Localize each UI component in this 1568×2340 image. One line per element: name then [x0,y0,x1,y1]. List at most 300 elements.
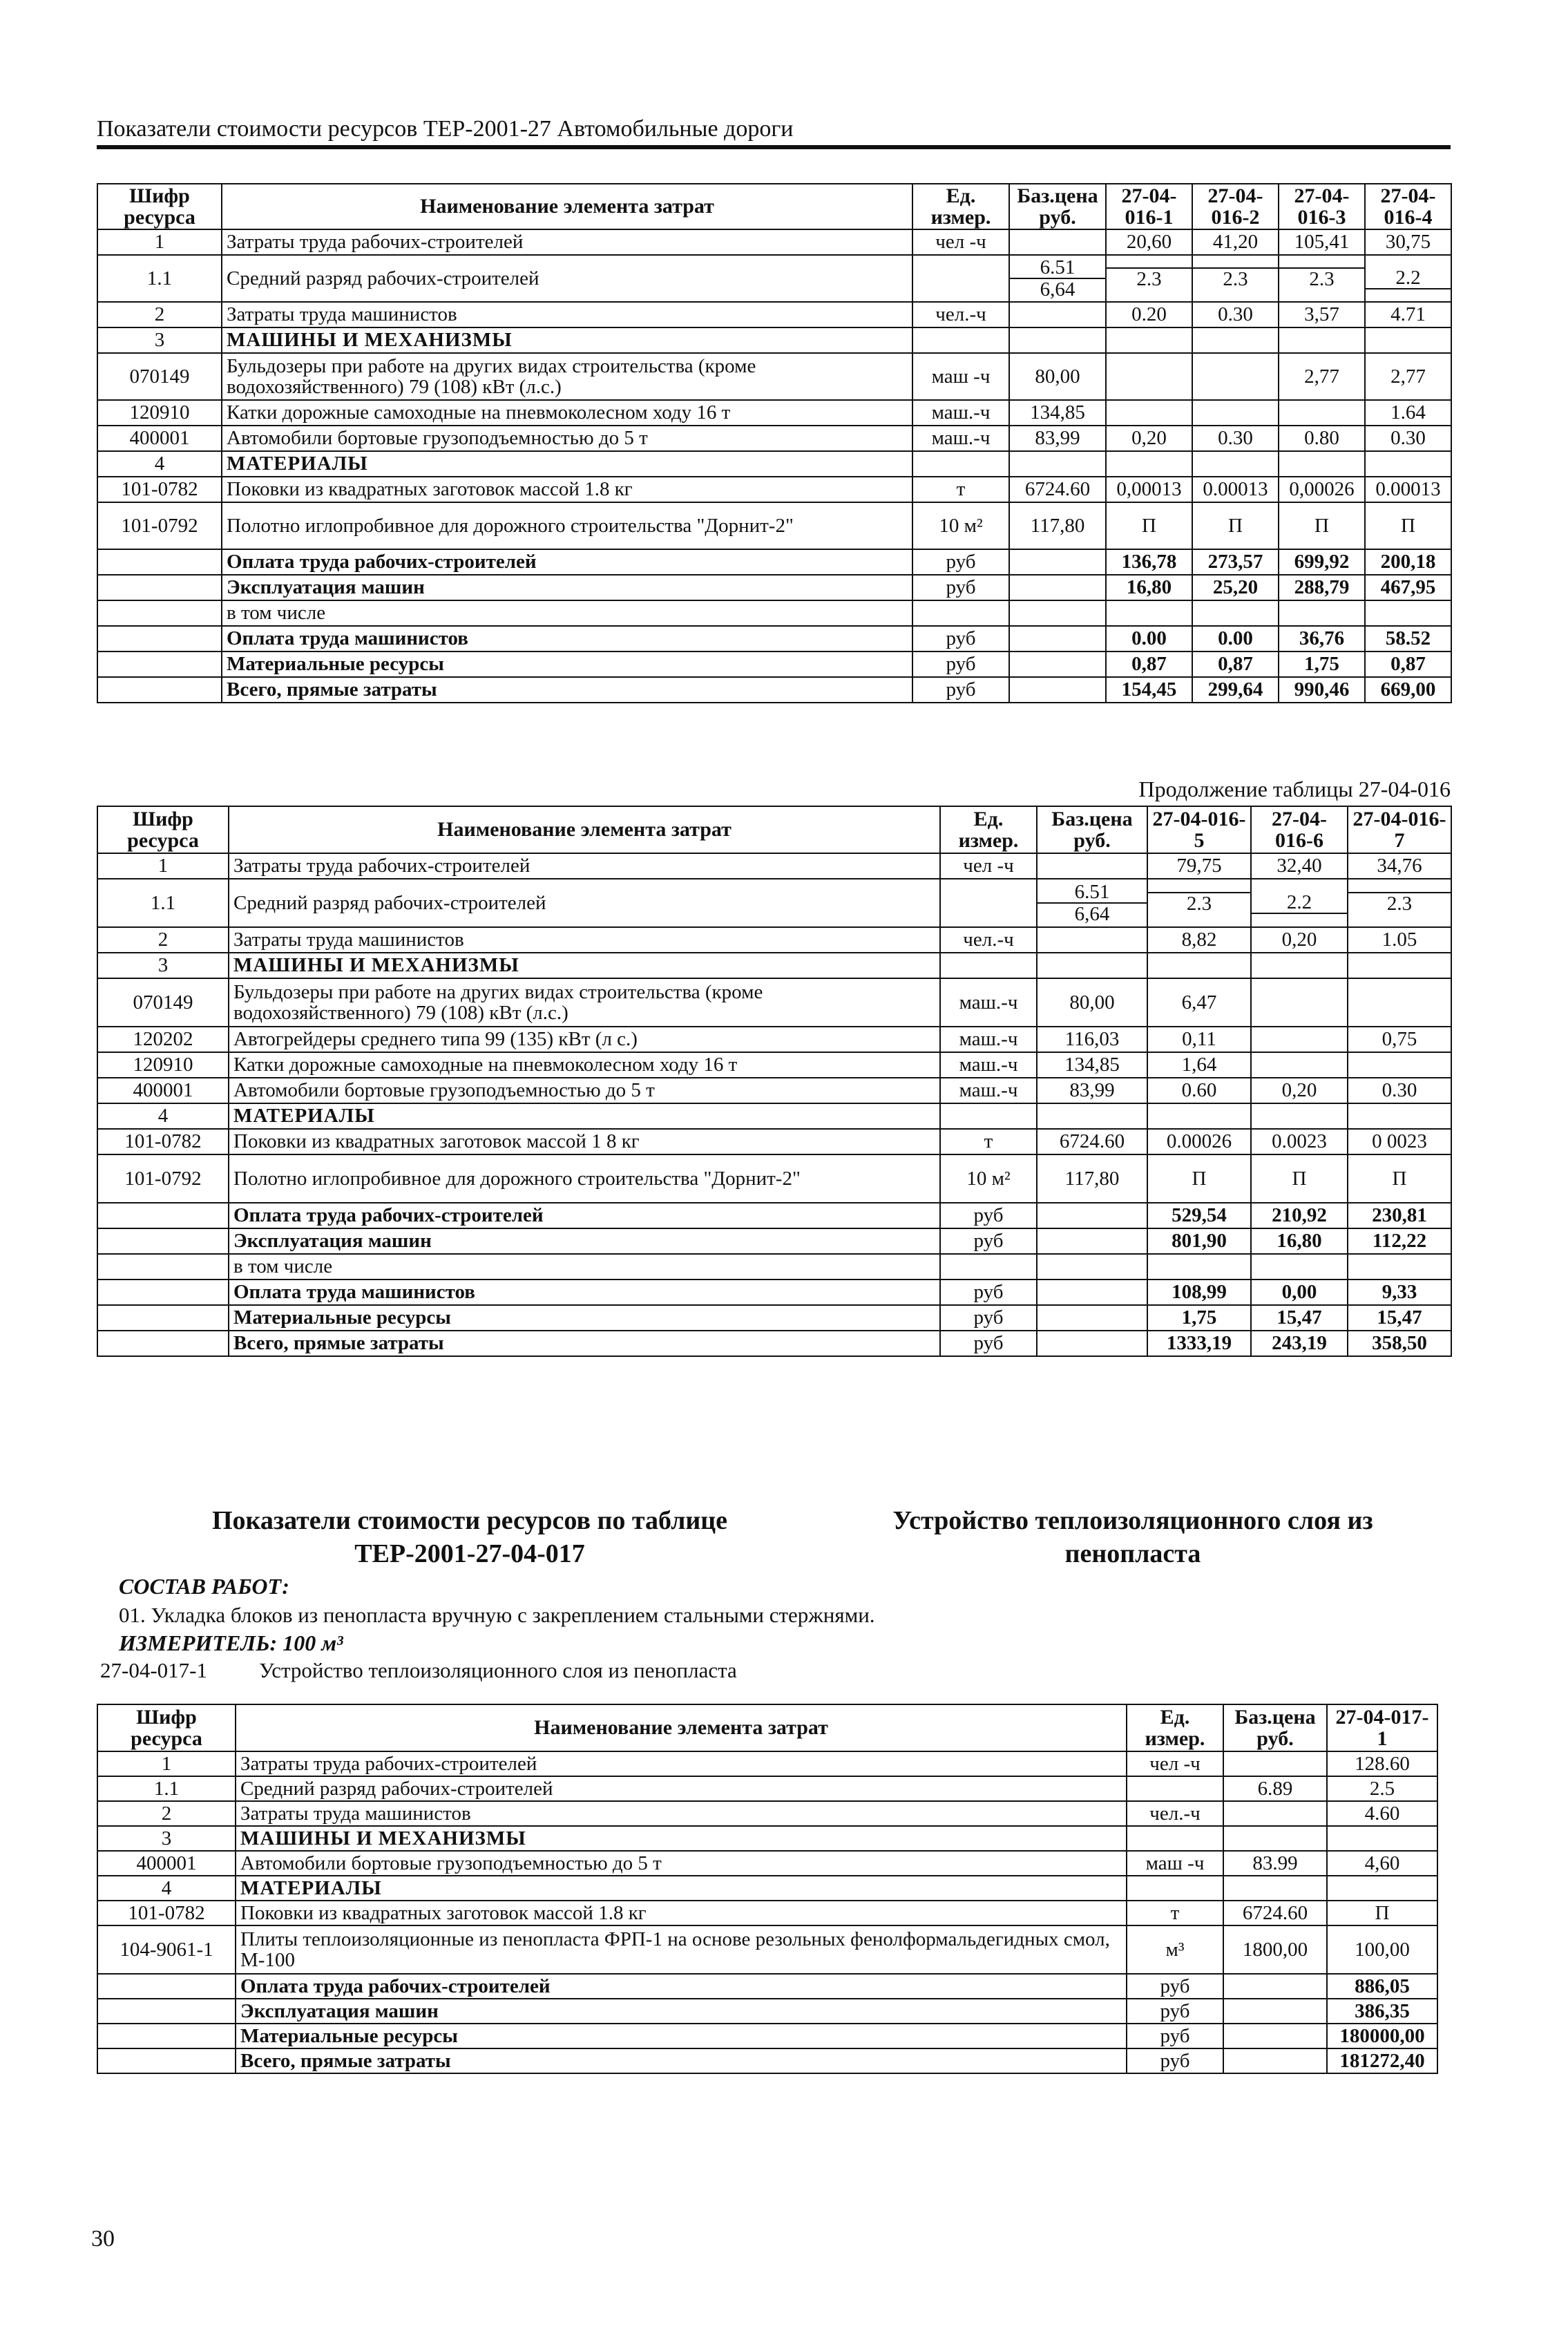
table-row [97,600,1451,626]
resource-code-cell: 400001 [97,1078,229,1103]
element-name-cell: Полотно иглопробивное для дорожного строительства "Дорнит-2" [229,1154,940,1203]
table-row [97,575,1451,600]
table-row [97,1280,1451,1305]
table-row [97,400,1451,426]
value-top: 2.2 [1252,892,1347,914]
base-price-cell [1223,1974,1327,1999]
column-header-name: Наименование элемента затрат [222,184,912,229]
element-name-cell: Автомобили бортовые грузоподъемностью до 5 т [222,426,912,451]
unit-cell: чел -ч [1127,1751,1223,1776]
value-cell: 1.05 [1348,927,1451,953]
table-row [97,2048,1437,2073]
value-cell: 1,75 [1279,651,1365,677]
column-header-norm: 27-04-016-4 [1365,184,1451,229]
element-name-cell: Затраты труда машинистов [229,927,940,953]
value-cell: П [1106,502,1192,549]
resource-code-cell [97,600,222,626]
base-price-cell: 83.99 [1223,1851,1327,1876]
table-row [97,302,1451,327]
unit-cell: руб [1127,2048,1223,2073]
resource-code-cell: 2 [97,1801,236,1826]
value-cell: П [1365,502,1451,549]
column-header-unit: Ед. измер. [1127,1704,1223,1751]
base-price-cell: 1800,00 [1223,1925,1327,1974]
resource-code-cell: 1.1 [97,879,229,927]
resource-code-cell: 101-0782 [97,1129,229,1154]
value-cell: 0.0023 [1251,1129,1348,1154]
value-cell: 230,81 [1348,1203,1451,1228]
resource-code-cell: 101-0782 [97,477,222,502]
base-price-cell: 116,03 [1037,1027,1147,1052]
base-price-cell: 117,80 [1009,502,1106,549]
empty-cell [1192,451,1279,477]
element-name-cell: Затраты труда рабочих-строителей [236,1751,1127,1776]
column-header-norm: 27-04-016-6 [1251,806,1348,853]
column-header-norm: 27-04-016-2 [1192,184,1279,229]
table-row [97,549,1451,575]
empty-cell [1251,953,1348,978]
empty-cell [912,451,1009,477]
column-header-price: Баз.цена руб. [1223,1704,1327,1751]
value-cell: 699,92 [1279,549,1365,575]
value-cell: 180000,00 [1327,2024,1437,2048]
resource-code-cell [97,1331,229,1356]
value-cell: 273,57 [1192,549,1279,575]
resource-table-016-part1 [97,183,1452,703]
resource-code-cell [97,651,222,677]
value-cell: 0.20 [1106,302,1192,327]
table-row [97,1851,1437,1876]
element-name-cell: Катки дорожные самоходные на пневмоколесном ходу 16 т [222,400,912,426]
value-cell: 3,57 [1279,302,1365,327]
table-row [97,1254,1451,1280]
column-header-norm: 27-04-016-1 [1106,184,1192,229]
element-name-cell: Поковки из квадратных заготовок массой 1.8 кг [222,477,912,502]
base-price-cell [1009,600,1106,626]
unit-cell [940,879,1037,927]
table-row [97,327,1451,353]
table-row [97,1103,1451,1129]
unit-cell: руб [940,1305,1037,1331]
empty-cell [1365,451,1451,477]
element-name-cell: Затраты труда машинистов [222,302,912,327]
section-label-cell: МАШИНЫ И МЕХАНИЗМЫ [229,953,940,978]
base-price-cell [1037,1331,1147,1356]
resource-code-cell: 1 [97,1751,236,1776]
element-name-cell: Катки дорожные самоходные на пневмоколесном ходу 16 т [229,1052,940,1078]
base-price-cell [1009,651,1106,677]
element-name-cell: Материальные ресурсы [236,2024,1127,2048]
value-cell [1192,255,1279,302]
empty-cell [912,327,1009,353]
base-price-cell [1037,1280,1147,1305]
table-row [97,1305,1451,1331]
element-name-cell: Оплата труда машинистов [229,1280,940,1305]
element-name-cell: Эксплуатация машин [229,1228,940,1254]
value-cell: 58.52 [1365,626,1451,651]
base-price-bottom: 6,64 [1074,903,1110,925]
element-name-cell: Затраты труда рабочих-строителей [229,853,940,879]
unit-cell: руб [912,626,1009,651]
element-name-cell: Всего, прямые затраты [236,2048,1127,2073]
resource-code-cell [97,1228,229,1254]
empty-cell [1037,953,1147,978]
value-cell: 0.00013 [1365,477,1451,502]
value-cell [1251,879,1348,927]
section-label-cell: МАШИНЫ И МЕХАНИЗМЫ [222,327,912,353]
empty-cell [1106,327,1192,353]
resource-code-cell [97,2024,236,2048]
unit-cell: чел -ч [912,229,1009,255]
empty-cell [1365,327,1451,353]
unit-cell: чел -ч [940,853,1037,879]
table-row [97,229,1451,255]
base-price-cell [1037,1254,1147,1280]
unit-cell: руб [912,575,1009,600]
unit-cell: маш -ч [912,353,1009,400]
table-row [97,1027,1451,1052]
value-cell: 0,00 [1251,1280,1348,1305]
resource-code-cell: 2 [97,302,222,327]
value-cell [1348,879,1451,927]
value-cell: 299,64 [1192,677,1279,703]
element-name-cell: Оплата труда рабочих-строителей [236,1974,1127,1999]
unit-cell: маш -ч [1127,1851,1223,1876]
value-cell [1106,353,1192,400]
unit-cell: чел.-ч [940,927,1037,953]
resource-code-cell [97,1254,229,1280]
value-cell: 15,47 [1251,1305,1348,1331]
unit-cell [912,600,1009,626]
empty-cell [1348,1103,1451,1129]
element-name-cell: в том числе [222,600,912,626]
element-name-cell: Всего, прямые затраты [229,1331,940,1356]
table-row [97,426,1451,451]
empty-cell [1009,451,1106,477]
value-cell: 34,76 [1348,853,1451,879]
value-cell: П [1251,1154,1348,1203]
section-label-cell: МАТЕРИАЛЫ [236,1876,1127,1901]
resource-code-cell: 120910 [97,400,222,426]
unit-cell: руб [940,1203,1037,1228]
value-cell: 79,75 [1147,853,1251,879]
value-cell [1365,255,1451,302]
element-name-cell: Средний разряд рабочих-строителей [229,879,940,927]
element-name-cell: в том числе [229,1254,940,1280]
resource-code-cell: 120910 [97,1052,229,1078]
base-price-cell [1009,575,1106,600]
base-price-top: 6.51 [1038,882,1147,904]
base-price-cell: 134,85 [1009,400,1106,426]
value-cell [1365,600,1451,626]
value-cell: 0 0023 [1348,1129,1451,1154]
resource-code-cell: 104-9061-1 [97,1925,236,1974]
base-price-cell [1009,302,1106,327]
table-row [97,1826,1437,1851]
value-cell: 136,78 [1106,549,1192,575]
value-cell: 0,75 [1348,1027,1451,1052]
value-cell: 112,22 [1348,1228,1451,1254]
item-code: 27-04-017-1 [100,1658,207,1682]
continuation-label: Продолжение таблицы 27-04-016 [1138,777,1451,801]
base-price-cell: 6.89 [1223,1776,1327,1801]
value-cell: 108,99 [1147,1280,1251,1305]
empty-cell [1223,1876,1327,1901]
table-header-row [97,184,1451,229]
resource-table-016-part2 [97,806,1452,1357]
value-cell: 990,46 [1279,677,1365,703]
element-name-cell: Поковки из квадратных заготовок массой 1.8 кг [236,1901,1127,1925]
base-price-top: 6.51 [1010,257,1105,279]
table-row [97,1331,1451,1356]
value-cell: 669,00 [1365,677,1451,703]
table-row [97,953,1451,978]
base-price-cell: 6724.60 [1009,477,1106,502]
value-cell: 0,87 [1365,651,1451,677]
value-cell [1147,879,1251,927]
resource-code-cell [97,1974,236,1999]
resource-code-cell [97,2048,236,2073]
unit-cell: руб [940,1331,1037,1356]
base-price-cell [1223,1751,1327,1776]
value-cell: 0,00026 [1279,477,1365,502]
base-price-cell [1009,626,1106,651]
value-cell: 1,75 [1147,1305,1251,1331]
empty-cell [1009,327,1106,353]
value-cell: 0,00013 [1106,477,1192,502]
column-header-price: Баз.цена руб. [1037,806,1147,853]
base-price-cell: 6724.60 [1223,1901,1327,1925]
element-name-cell: Автогрейдеры среднего типа 99 (135) кВт (л с.) [229,1027,940,1052]
resource-code-cell: 101-0792 [97,1154,229,1203]
value-cell: 386,35 [1327,1999,1437,2024]
table-row [97,1228,1451,1254]
unit-cell: т [1127,1901,1223,1925]
table-row [97,1925,1437,1974]
element-name-cell: Затраты труда машинистов [236,1801,1127,1826]
value-cell: П [1192,502,1279,549]
element-name-cell: Эксплуатация машин [222,575,912,600]
empty-cell [1327,1826,1437,1851]
value-cell: 358,50 [1348,1331,1451,1356]
table-row [97,1999,1437,2024]
value-cell: 529,54 [1147,1203,1251,1228]
value-cell: П [1279,502,1365,549]
table-row [97,1203,1451,1228]
empty-cell [1127,1876,1223,1901]
value-cell: 1,64 [1147,1052,1251,1078]
unit-cell: руб [1127,1974,1223,1999]
value-cell: 41,20 [1192,229,1279,255]
table-row [97,677,1451,703]
value-cell: 0.80 [1279,426,1365,451]
column-header-unit: Ед. измер. [912,184,1009,229]
value-cell: 9,33 [1348,1280,1451,1305]
empty-cell [1251,1103,1348,1129]
element-name-cell: Материальные ресурсы [222,651,912,677]
resource-code-cell [97,626,222,651]
value-cell [1106,255,1192,302]
value-cell: 0,20 [1251,1078,1348,1103]
element-name-cell: Полотно иглопробивное для дорожного строительства "Дорнит-2" [222,502,912,549]
value-cell: 0.30 [1192,302,1279,327]
unit-cell: руб [1127,1999,1223,2024]
resource-code-cell: 1 [97,853,229,879]
unit-cell: м³ [1127,1925,1223,1974]
value-cell: 0,87 [1106,651,1192,677]
resource-code-cell [97,1999,236,2024]
table-row [97,1129,1451,1154]
unit-cell: руб [912,549,1009,575]
table-row [97,1801,1437,1826]
empty-cell [1127,1826,1223,1851]
value-bottom: 2.3 [1309,267,1335,290]
column-header-code: Шифр ресурса [97,806,229,853]
value-cell: 15,47 [1348,1305,1451,1331]
column-header-code: Шифр ресурса [97,1704,236,1751]
value-cell: П [1147,1154,1251,1203]
base-price-cell [1037,853,1147,879]
element-name-cell: Бульдозеры при работе на других видах строительства (кроме водохозяйственного) 79 (108) кВт (л.с.) [229,978,940,1027]
table-row [97,1751,1437,1776]
resource-code-cell: 101-0792 [97,502,222,549]
empty-cell [940,1103,1037,1129]
resource-code-cell [97,1280,229,1305]
base-price-cell: 83,99 [1037,1078,1147,1103]
value-cell [1106,600,1192,626]
element-name-cell: Автомобили бортовые грузоподъемностью до 5 т [229,1078,940,1103]
value-cell: 0.30 [1365,426,1451,451]
value-cell: 0.00 [1192,626,1279,651]
value-cell: 154,45 [1106,677,1192,703]
element-name-cell: Бульдозеры при работе на других видах строительства (кроме водохозяйственного) 79 (108) кВт (л.с.) [222,353,912,400]
resource-code-cell: 070149 [97,353,222,400]
base-price-cell: 134,85 [1037,1052,1147,1078]
value-cell: 0,20 [1106,426,1192,451]
element-name-cell: Плиты теплоизоляционные из пенопласта ФРП-1 на основе резольных фенолформальдегидных смол, М-100 [236,1925,1127,1974]
table-row [97,651,1451,677]
value-cell [1251,1052,1348,1078]
base-price-cell: 117,80 [1037,1154,1147,1203]
section-title-right: Устройство теплоизоляционного слоя из пенопласта [892,1506,1373,1568]
base-price-cell [1037,1228,1147,1254]
unit-cell: руб [940,1280,1037,1305]
base-price-cell [1037,1203,1147,1228]
empty-cell [1106,451,1192,477]
column-header-norm: 27-04-016-3 [1279,184,1365,229]
resource-code-cell [97,549,222,575]
table-row [97,1901,1437,1925]
value-cell: 0,20 [1251,927,1348,953]
resource-code-cell: 4 [97,1103,229,1129]
resource-code-cell [97,575,222,600]
table-row [97,1876,1437,1901]
empty-cell [1279,327,1365,353]
unit-cell: маш.-ч [940,978,1037,1027]
value-cell: 30,75 [1365,229,1451,255]
resource-code-cell: 1 [97,229,222,255]
unit-cell: т [912,477,1009,502]
section-label-cell: МАТЕРИАЛЫ [229,1103,940,1129]
table-row [97,1052,1451,1078]
base-price-cell [1037,1305,1147,1331]
value-cell [1192,400,1279,426]
unit-cell: чел.-ч [912,302,1009,327]
table-row [97,451,1451,477]
empty-cell [1348,953,1451,978]
table-row [97,2024,1437,2048]
base-price-cell [1009,677,1106,703]
item-name: Устройство теплоизоляционного слоя из пенопласта [259,1658,737,1682]
meter-label: ИЗМЕРИТЕЛЬ: 100 м³ [119,1630,343,1655]
unit-cell: маш.-ч [912,400,1009,426]
value-cell [1147,1254,1251,1280]
table-row [97,1078,1451,1103]
unit-cell: т [940,1129,1037,1154]
value-cell: 4.71 [1365,302,1451,327]
element-name-cell: Средний разряд рабочих-строителей [236,1776,1127,1801]
value-cell: 100,00 [1327,1925,1437,1974]
column-header-unit: Ед. измер. [940,806,1037,853]
element-name-cell: Средний разряд рабочих-строителей [222,255,912,302]
value-bottom: 2.3 [1386,892,1413,915]
value-cell: 210,92 [1251,1203,1348,1228]
table-row [97,502,1451,549]
value-cell [1348,978,1451,1027]
value-cell [1348,1254,1451,1280]
element-name-cell: Автомобили бортовые грузоподъемностью до 5 т [236,1851,1127,1876]
unit-cell: руб [1127,2024,1223,2048]
base-price-cell [1009,255,1106,302]
resource-code-cell: 101-0782 [97,1901,236,1925]
empty-cell [1223,1826,1327,1851]
value-cell: П [1327,1901,1437,1925]
resource-code-cell: 4 [97,1876,236,1901]
value-cell: 36,76 [1279,626,1365,651]
base-price-cell [1223,2048,1327,2073]
base-price-cell [1037,879,1147,927]
value-cell: 0.30 [1348,1078,1451,1103]
resource-code-cell: 2 [97,927,229,953]
value-cell: 2,77 [1365,353,1451,400]
resource-code-cell: 400001 [97,426,222,451]
unit-cell: руб [912,677,1009,703]
unit-cell: маш.-ч [940,1027,1037,1052]
value-cell: 288,79 [1279,575,1365,600]
unit-cell: маш.-ч [912,426,1009,451]
running-header: Показатели стоимости ресурсов ТЕР-2001-27 Автомобильные дороги [97,116,1451,149]
base-price-cell: 83,99 [1009,426,1106,451]
base-price-cell [1037,927,1147,953]
value-cell: 4,60 [1327,1851,1437,1876]
unit-cell: маш.-ч [940,1078,1037,1103]
unit-cell [912,255,1009,302]
value-cell [1251,1027,1348,1052]
empty-cell [1037,1103,1147,1129]
base-price-cell [1223,1999,1327,2024]
table-header-row [97,806,1451,853]
resource-code-cell: 4 [97,451,222,477]
empty-cell [1147,953,1251,978]
value-cell: 243,19 [1251,1331,1348,1356]
empty-cell [1192,327,1279,353]
table-row [97,853,1451,879]
table-row [97,626,1451,651]
empty-cell [1279,451,1365,477]
value-cell: 0.00013 [1192,477,1279,502]
table-row [97,353,1451,400]
table-row [97,1974,1437,1999]
